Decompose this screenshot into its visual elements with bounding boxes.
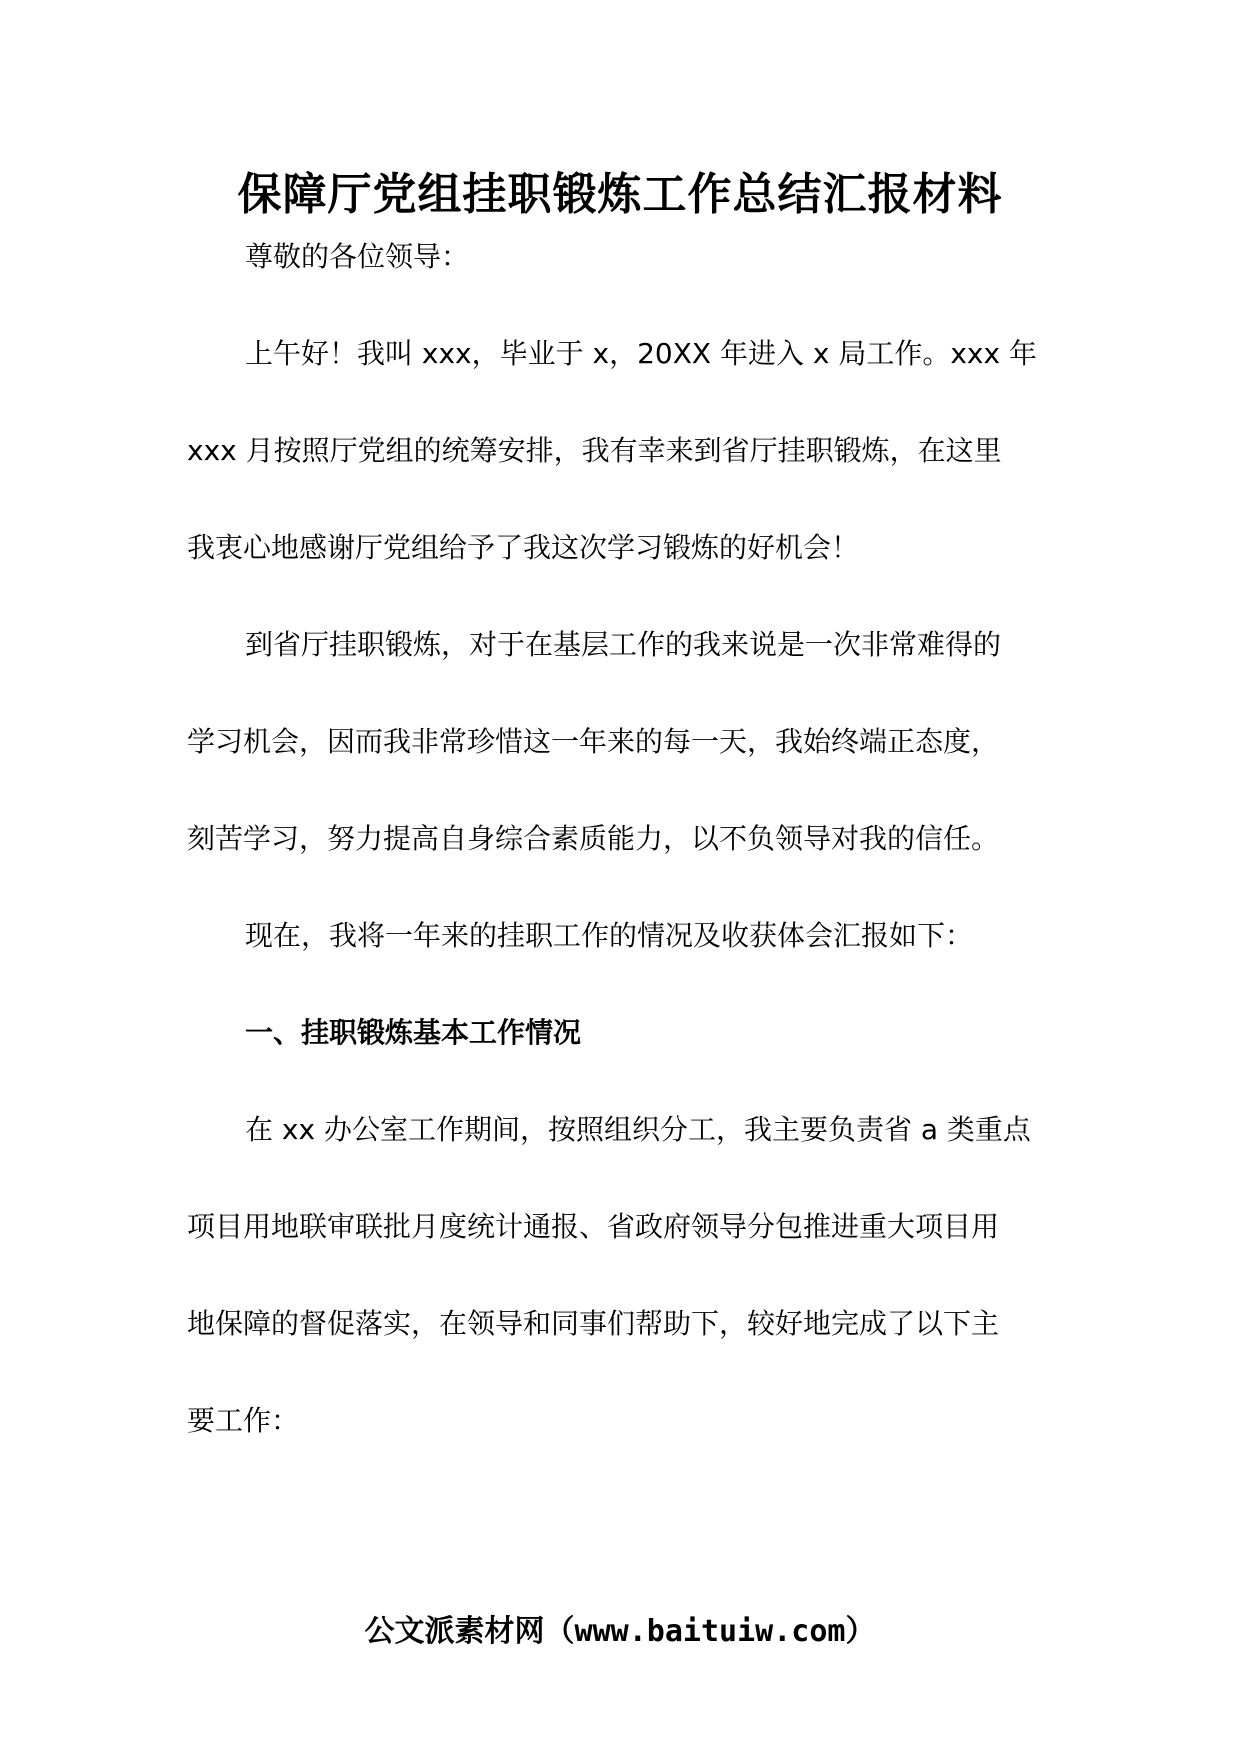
- footer-paren-open: （: [544, 1614, 575, 1649]
- footer-url: www.baituiw.com: [574, 1614, 846, 1649]
- paragraph-4-line-2: 项目用地联审联批月度统计通报、省政府领导分包推进重大项目用: [187, 1210, 1000, 1243]
- paragraph-3: 现在，我将一年来的挂职工作的情况及收获体会汇报如下：: [245, 919, 974, 952]
- footer-watermark: [0, 1612, 1240, 1652]
- paragraph-1-line-2: xxx 月按照厅党组的统筹安排，我有幸来到省厅挂职锻炼，在这里: [187, 434, 1002, 467]
- paragraph-4-line-4: 要工作：: [187, 1404, 300, 1437]
- paragraph-4-line-1: 在 xx 办公室工作期间，按照组织分工，我主要负责省 a 类重点: [245, 1113, 1031, 1146]
- paragraph-2-line-2: 学习机会，因而我非常珍惜这一年来的每一天，我始终端正态度，: [187, 725, 1000, 758]
- document-title: 保障厅党组挂职锻炼工作总结汇报材料: [237, 169, 1003, 220]
- salutation: 尊敬的各位领导：: [245, 240, 470, 273]
- section-1-heading: 一、挂职锻炼基本工作情况: [245, 1016, 582, 1049]
- paragraph-1-line-3: 我衷心地感谢厅党组给予了我这次学习锻炼的好机会！: [187, 531, 860, 564]
- paragraph-1-line-1: 上午好！我叫 xxx，毕业于 x，20XX 年进入 x 局工作。xxx 年: [245, 337, 1037, 370]
- footer-site-name: 公文派素材网: [364, 1614, 545, 1649]
- paragraph-2-line-3: 刻苦学习，努力提高自身综合素质能力，以不负领导对我的信任。: [187, 822, 1000, 855]
- document-body: [187, 208, 1057, 1469]
- footer-paren-close: ）: [845, 1614, 876, 1649]
- paragraph-2-line-1: 到省厅挂职锻炼，对于在基层工作的我来说是一次非常难得的: [245, 628, 1002, 661]
- paragraph-4-line-3: 地保障的督促落实，在领导和同事们帮助下，较好地完成了以下主: [187, 1307, 1000, 1340]
